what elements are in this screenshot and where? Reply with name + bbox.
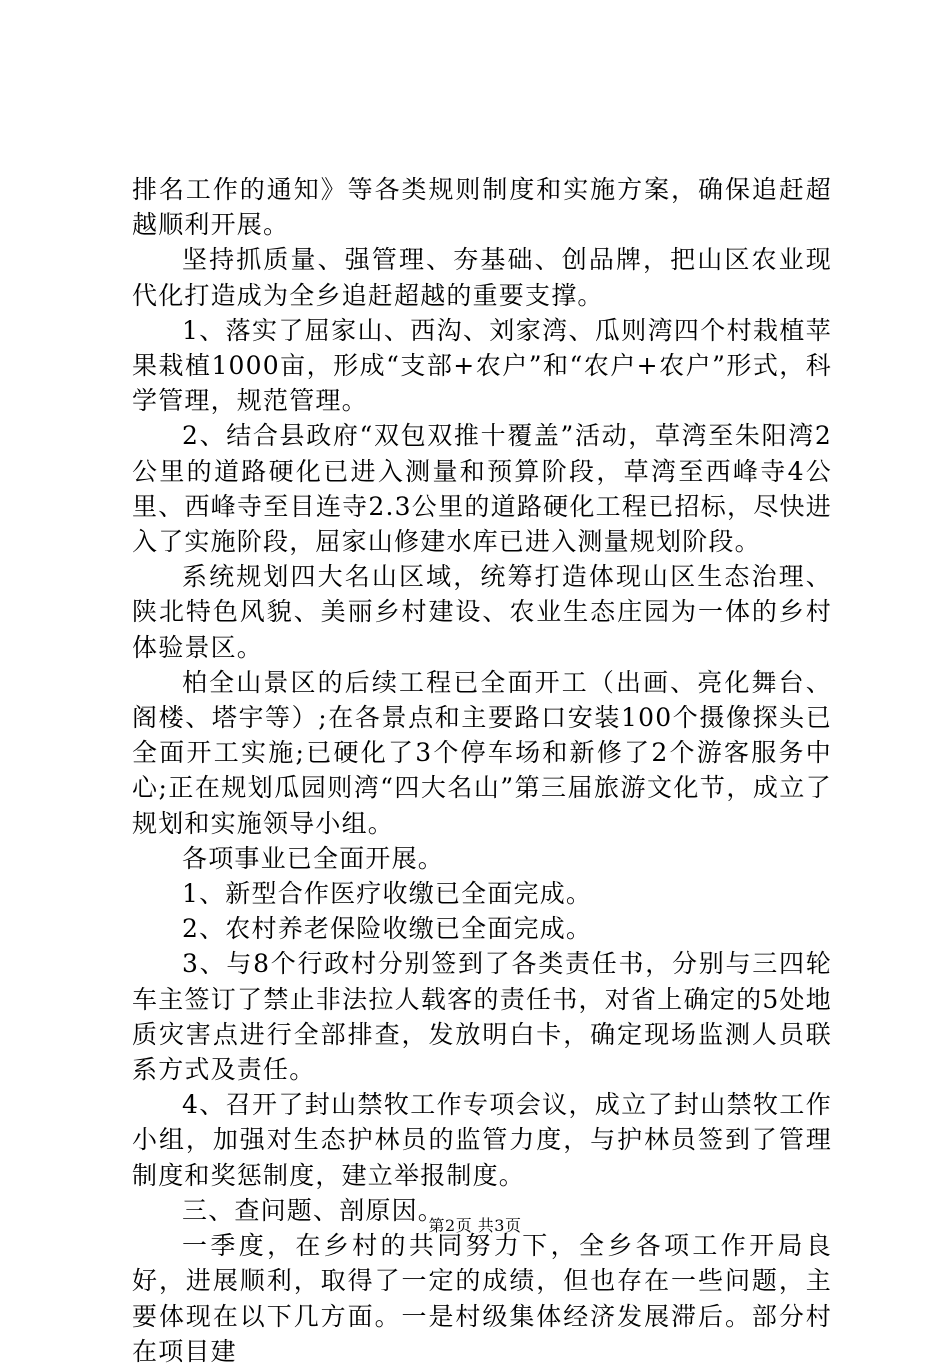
document-body [132, 172, 832, 1369]
paragraph: 柏全山景区的后续工程已全面开工（出画、亮化舞台、阁楼、塔宇等）;在各景点和主要路口安装100个摄像探头已全面开工实施;已硬化了3个停车场和新修了2个游客服务中心;正在规划瓜园则湾“四大名山”第三届旅游文化节，成立了规划和实施领导小组。 [132, 667, 832, 838]
paragraph: 2、农村养老保险收缴已全面完成。 [182, 914, 593, 944]
paragraph: 1、落实了屈家山、西沟、刘家湾、瓜则湾四个村栽植苹果栽植1000亩，形成“支部+农户”和“农户+农户”形式，科学管理，规范管理。 [132, 315, 832, 416]
paragraph: 坚持抓质量、强管理、夯基础、创品牌，把山区农业现代化打造成为全乡追赶超越的重要支撑。 [132, 245, 832, 310]
page-footer [0, 1216, 950, 1236]
paragraph: 三、查问题、剖原因。 [182, 1195, 445, 1225]
paragraph: 4、召开了封山禁牧工作专项会议，成立了封山禁牧工作小组，加强对生态护林员的监管力度，与护林员签到了管理制度和奖惩制度，建立举报制度。 [132, 1090, 832, 1190]
paragraph: 3、与8个行政村分别签到了各类责任书，分别与三四轮车主签订了禁止非法拉人载客的责任书，对省上确定的5处地质灾害点进行全部排查，发放明白卡，确定现场监测人员联系方式及责任。 [132, 949, 832, 1085]
paragraph: 系统规划四大名山区域，统筹打造体现山区生态治理、陕北特色风貌、美丽乡村建设、农业生态庄园为一体的乡村体验景区。 [132, 562, 832, 662]
paragraph: 2、结合县政府“双包双推十覆盖”活动，草湾至朱阳湾2公里的道路硬化已进入测量和预算阶段，草湾至西峰寺4公里、西峰寺至目连寺2.3公里的道路硬化工程已招标，尽快进入了实施阶段，屈家山修建水库已进入测量规划阶段。 [132, 421, 832, 557]
page-number-label: 第2页 共3页 [428, 1216, 522, 1235]
paragraph: 排名工作的通知》等各类规则制度和实施方案，确保追赶超越顺利开展。 [132, 175, 832, 240]
paragraph: 1、新型合作医疗收缴已全面完成。 [182, 879, 593, 909]
paragraph: 各项事业已全面开展。 [182, 843, 445, 873]
paragraph: 一季度，在乡村的共同努力下，全乡各项工作开局良好，进展顺利，取得了一定的成绩，但也存在一些问题，主要体现在以下几方面。一是村级集体经济发展滞后。部分村在项目建 [132, 1231, 832, 1366]
